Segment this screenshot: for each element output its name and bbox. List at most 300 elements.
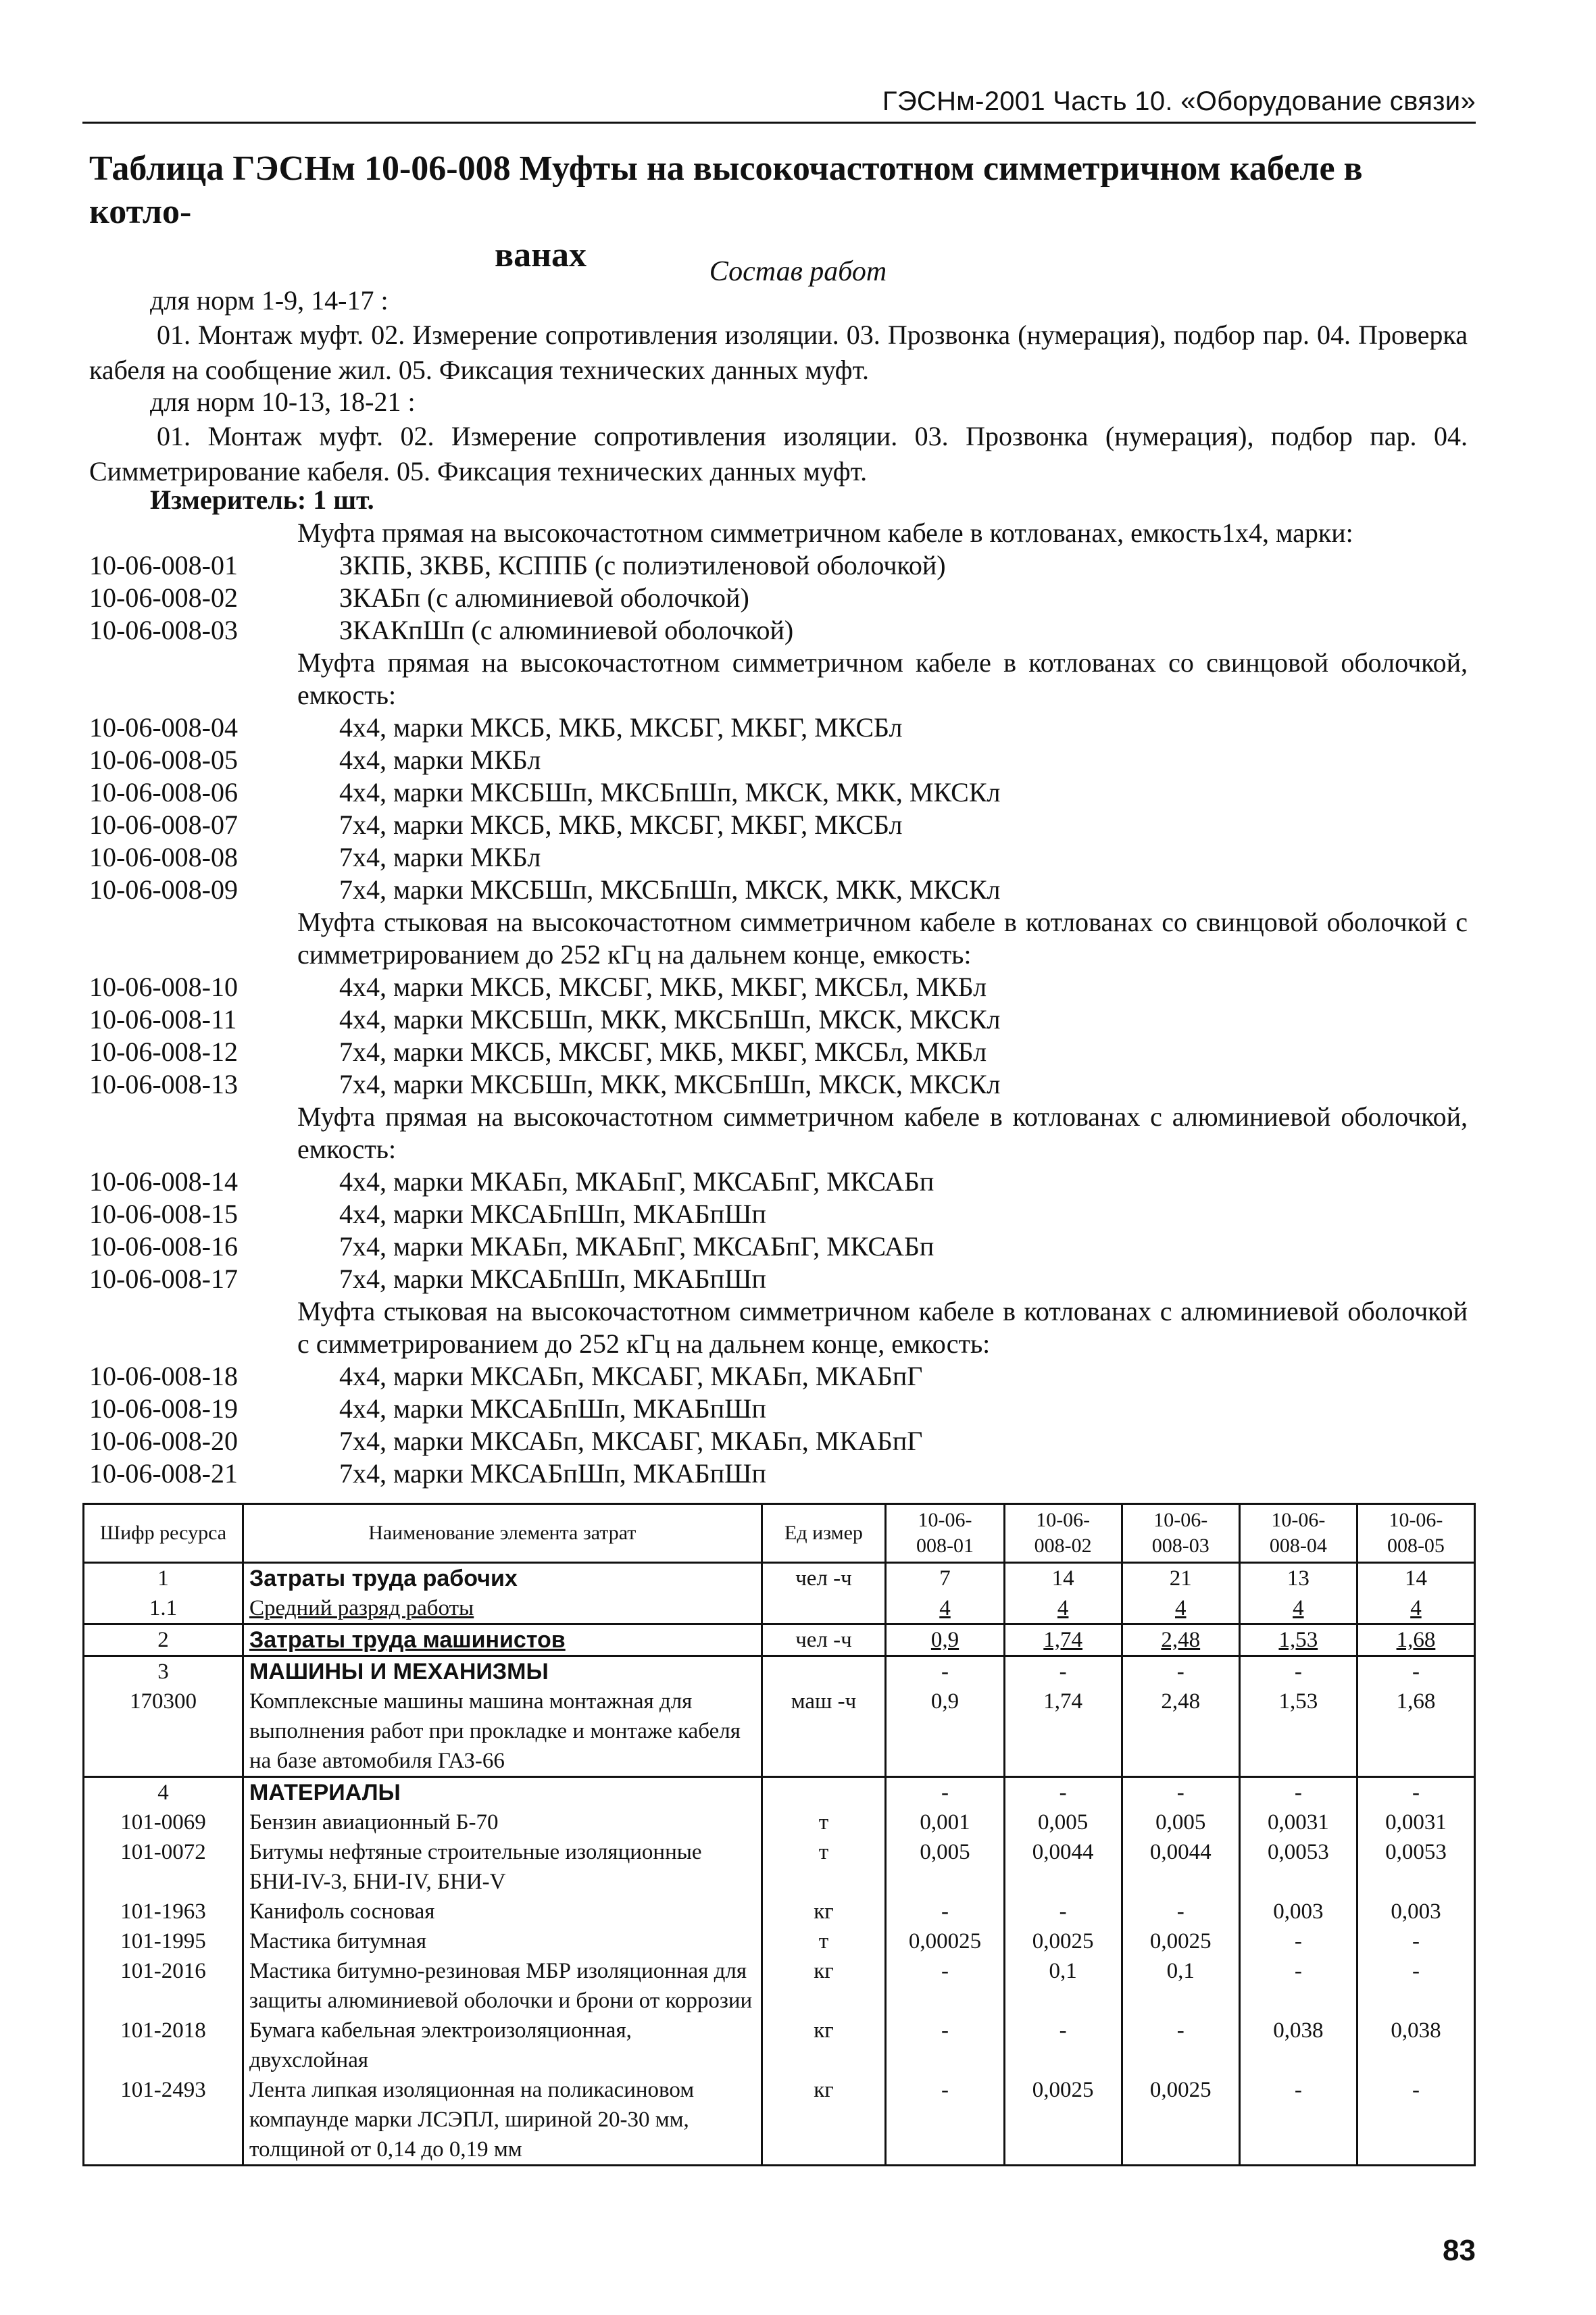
cell-value bbox=[1122, 1687, 1239, 1777]
cell-value bbox=[1239, 1777, 1357, 1808]
norm-description: 4х4, марки МКСБ, МКСБГ, МКБ, МКБГ, МКСБл, МКБл bbox=[339, 972, 987, 1002]
cell-name-text: МАШИНЫ И МЕХАНИЗМЫ bbox=[249, 1659, 549, 1685]
cell-value-text: 2,48 bbox=[1161, 1689, 1201, 1714]
cell-name-text: Мастика битумная bbox=[249, 1929, 427, 1953]
cell-code bbox=[84, 1563, 243, 1594]
cell-value bbox=[1239, 2075, 1357, 2166]
header-col-2-l1: 10-06- bbox=[1036, 1509, 1091, 1531]
header-col-2 bbox=[1004, 1504, 1122, 1563]
norm-code: 10-06-008-20 bbox=[89, 1426, 238, 1456]
cell-value bbox=[1357, 1687, 1474, 1777]
cell-unit bbox=[762, 1656, 886, 1687]
cell-code bbox=[84, 1624, 243, 1656]
cell-value bbox=[1122, 1656, 1239, 1687]
norm-item bbox=[89, 1198, 1468, 1230]
cell-code bbox=[84, 2016, 243, 2075]
cell-value-text: - bbox=[1294, 2078, 1302, 2102]
cell-unit bbox=[762, 2075, 886, 2166]
cell-value-text: 1,68 bbox=[1396, 1689, 1436, 1714]
cell-value-text: 14 bbox=[1404, 1566, 1427, 1591]
running-header: ГЭСНм-2001 Часть 10. «Оборудование связи» bbox=[882, 86, 1476, 116]
cell-unit-text: чел -ч bbox=[795, 1566, 852, 1591]
norm-item bbox=[89, 614, 1468, 647]
cell-value bbox=[1004, 1563, 1122, 1594]
cell-value bbox=[1122, 1808, 1239, 1837]
group-description: Муфта прямая на высокочастотном симметричном кабеле в котлованах с алюминиевой оболочкой, емкость: bbox=[297, 1101, 1468, 1164]
header-col-3-l1: 10-06- bbox=[1153, 1509, 1208, 1531]
norm-item bbox=[89, 1068, 1468, 1101]
cell-value bbox=[886, 1687, 1004, 1777]
norm-description: 4х4, марки МКБл bbox=[339, 745, 541, 775]
works-text-2: 01. Монтаж муфт. 02. Измерение сопротивления изоляции. 03. Прозвонка (нумерация), подбор пар. 04. Симметрирование кабеля. 05. Фиксация технических данных муфт. bbox=[89, 421, 1468, 487]
group-description: Муфта стыковая на высокочастотном симметричном кабеле в котлованах с алюминиевой оболочкой с симметрированием до 252 кГц на дальнем конце, емкость: bbox=[297, 1296, 1468, 1359]
norm-item bbox=[89, 582, 1468, 614]
cell-name bbox=[243, 1656, 762, 1687]
cell-value bbox=[886, 1563, 1004, 1594]
cell-value bbox=[1004, 1956, 1122, 2016]
cell-unit-text: кг bbox=[814, 1959, 834, 1983]
cell-name bbox=[243, 2016, 762, 2075]
cell-unit-text: т bbox=[818, 1929, 829, 1953]
cell-value-text: - bbox=[1412, 2078, 1420, 2102]
cell-unit bbox=[762, 1926, 886, 1956]
table-row bbox=[84, 1777, 1475, 1808]
norm-description: 7х4, марки МКАБп, МКАБпГ, МКСАБпГ, МКСАБп bbox=[339, 1231, 934, 1262]
header-code: Шифр ресурса bbox=[84, 1504, 243, 1563]
header-col-1-l2: 008-01 bbox=[916, 1535, 974, 1557]
cell-value bbox=[1239, 1624, 1357, 1656]
cell-value bbox=[1239, 1687, 1357, 1777]
table-row bbox=[84, 1926, 1475, 1956]
norm-code: 10-06-008-15 bbox=[89, 1199, 238, 1229]
cell-value bbox=[1357, 1563, 1474, 1594]
norm-description: ЗКАБп (с алюминиевой оболочкой) bbox=[339, 582, 749, 613]
cell-value-text: 1,74 bbox=[1043, 1628, 1083, 1652]
header-col-3 bbox=[1122, 1504, 1239, 1563]
cell-value-text: 0,0025 bbox=[1032, 2078, 1094, 2102]
header-unit: Ед измер bbox=[762, 1504, 886, 1563]
header-col-1-l1: 10-06- bbox=[918, 1509, 972, 1531]
cell-value-text: - bbox=[1412, 1959, 1420, 1983]
norm-description: 4х4, марки МКСБШп, МКК, МКСБпШп, МКСК, МКСКл bbox=[339, 1004, 1001, 1035]
cell-unit bbox=[762, 1956, 886, 2016]
cell-code bbox=[84, 1926, 243, 1956]
cell-value bbox=[1357, 1656, 1474, 1687]
cell-name-text: Средний разряд работы bbox=[249, 1596, 474, 1620]
cell-value-text: 0,9 bbox=[930, 1689, 959, 1714]
cell-value-text: 1,53 bbox=[1278, 1689, 1318, 1714]
cell-name bbox=[243, 2075, 762, 2166]
cell-name bbox=[243, 1624, 762, 1656]
cell-value-text: 0,0044 bbox=[1032, 1840, 1094, 1864]
cell-value-text: 0,0025 bbox=[1149, 1929, 1212, 1953]
cell-value bbox=[1122, 1897, 1239, 1926]
cell-value-text: 0,9 bbox=[930, 1628, 959, 1652]
cell-value bbox=[886, 1808, 1004, 1837]
cell-value bbox=[1357, 1837, 1474, 1897]
norm-code: 10-06-008-04 bbox=[89, 712, 238, 743]
header-col-2-l2: 008-02 bbox=[1034, 1535, 1092, 1557]
cell-value bbox=[886, 1837, 1004, 1897]
cell-value-text: 1,74 bbox=[1043, 1689, 1083, 1714]
header-col-1 bbox=[886, 1504, 1004, 1563]
cell-name bbox=[243, 1897, 762, 1926]
cell-value bbox=[1122, 1926, 1239, 1956]
cell-value-text: 0,001 bbox=[920, 1810, 970, 1835]
header-col-4-l2: 008-04 bbox=[1269, 1535, 1327, 1557]
cell-value-text: - bbox=[1294, 1959, 1302, 1983]
cell-value bbox=[1357, 1624, 1474, 1656]
cell-value-text: - bbox=[1412, 1781, 1420, 1805]
norm-description: 4х4, марки МКСАБпШп, МКАБпШп bbox=[339, 1393, 766, 1424]
cell-value bbox=[1357, 2016, 1474, 2075]
cell-name-text: Затраты труда рабочих bbox=[249, 1566, 518, 1591]
cell-name-text: Комплексные машины машина монтажная для выполнения работ при прокладке и монтаже кабеля на базе автомобиля ГАЗ-66 bbox=[249, 1689, 741, 1773]
cell-value bbox=[1004, 2075, 1122, 2166]
cell-unit bbox=[762, 1563, 886, 1594]
cell-unit-text: кг bbox=[814, 2078, 834, 2102]
cell-name bbox=[243, 1687, 762, 1777]
resource-table-body bbox=[84, 1563, 1475, 2166]
cell-value-text: - bbox=[941, 2018, 949, 2043]
norm-code: 10-06-008-03 bbox=[89, 615, 238, 645]
cell-value bbox=[1122, 1837, 1239, 1897]
meter: Измеритель: 1 шт. bbox=[150, 484, 374, 515]
norm-item bbox=[89, 1166, 1468, 1198]
cell-unit-text: кг bbox=[814, 2018, 834, 2043]
cell-code-text: 101-2016 bbox=[120, 1959, 206, 1983]
cell-value bbox=[1122, 1593, 1239, 1624]
works-text-1: 01. Монтаж муфт. 02. Измерение сопротивления изоляции. 03. Прозвонка (нумерация), подбор пар. 04. Проверка кабеля на сообщение жил. 05. Фиксация технических данных муфт. bbox=[89, 320, 1468, 385]
cell-value-text: - bbox=[941, 1781, 949, 1805]
table-row bbox=[84, 1624, 1475, 1656]
cell-value bbox=[886, 1656, 1004, 1687]
cell-value bbox=[1004, 1593, 1122, 1624]
cell-value bbox=[1357, 1593, 1474, 1624]
cell-value-text: 0,005 bbox=[1155, 1810, 1206, 1835]
cell-value-text: 0,003 bbox=[1391, 1899, 1441, 1924]
cell-value-text: - bbox=[1412, 1929, 1420, 1953]
cell-value bbox=[1239, 1926, 1357, 1956]
cell-value-text: 0,0031 bbox=[1267, 1810, 1329, 1835]
norm-code: 10-06-008-10 bbox=[89, 972, 238, 1002]
cell-code-text: 2 bbox=[157, 1628, 169, 1652]
cell-unit-text: маш -ч bbox=[791, 1689, 857, 1714]
table-row bbox=[84, 1656, 1475, 1687]
cell-value-text: - bbox=[941, 1899, 949, 1924]
header-col-5 bbox=[1357, 1504, 1474, 1563]
norm-code: 10-06-008-12 bbox=[89, 1037, 238, 1067]
cell-value-text: 0,0053 bbox=[1267, 1840, 1329, 1864]
header-col-5-l1: 10-06- bbox=[1389, 1509, 1443, 1531]
cell-value-text: - bbox=[1059, 2018, 1067, 2043]
cell-name bbox=[243, 1593, 762, 1624]
cell-value bbox=[1357, 1808, 1474, 1837]
cell-code bbox=[84, 1687, 243, 1777]
cell-unit-text: кг bbox=[814, 1899, 834, 1924]
norm-item bbox=[89, 549, 1468, 582]
norm-code: 10-06-008-05 bbox=[89, 745, 238, 775]
norm-code: 10-06-008-14 bbox=[89, 1166, 238, 1197]
cell-value-text: 0,038 bbox=[1273, 2018, 1324, 2043]
cell-value bbox=[1239, 1956, 1357, 2016]
cell-value-text: 4 bbox=[939, 1596, 951, 1620]
works-block-2 bbox=[89, 385, 1468, 489]
norm-description: 7х4, марки МКСАБпШп, МКАБпШп bbox=[339, 1264, 766, 1294]
table-row bbox=[84, 1897, 1475, 1926]
cell-value-text: - bbox=[1294, 1929, 1302, 1953]
cell-value-text: - bbox=[1412, 1660, 1420, 1684]
norm-item bbox=[89, 874, 1468, 906]
cell-value bbox=[886, 1897, 1004, 1926]
cell-value bbox=[1239, 1837, 1357, 1897]
cell-code bbox=[84, 1593, 243, 1624]
cell-name-text: МАТЕРИАЛЫ bbox=[249, 1780, 401, 1806]
cell-value-text: 0,0025 bbox=[1032, 1929, 1094, 1953]
norm-description: 4х4, марки МКСБШп, МКСБпШп, МКСК, МКК, МКСКл bbox=[339, 777, 1001, 807]
cell-name bbox=[243, 1837, 762, 1897]
cell-name-text: Канифоль сосновая bbox=[249, 1899, 435, 1924]
cell-value-text: - bbox=[1176, 1781, 1184, 1805]
table-header-row bbox=[84, 1504, 1475, 1563]
cell-unit bbox=[762, 1808, 886, 1837]
cell-code-text: 3 bbox=[157, 1660, 169, 1684]
cell-name-text: Бензин авиационный Б-70 bbox=[249, 1810, 499, 1835]
cell-unit-text: т bbox=[818, 1840, 829, 1864]
norm-item bbox=[89, 809, 1468, 841]
norm-item bbox=[89, 1425, 1468, 1458]
cell-value bbox=[886, 2016, 1004, 2075]
cell-value bbox=[1239, 1897, 1357, 1926]
header-rule bbox=[82, 122, 1476, 124]
cell-value-text: 0,038 bbox=[1391, 2018, 1441, 2043]
cell-value-text: - bbox=[941, 2078, 949, 2102]
cell-value-text: 4 bbox=[1175, 1596, 1187, 1620]
norm-description: ЗКПБ, ЗКВБ, КСППБ (с полиэтиленовой оболочкой) bbox=[339, 550, 946, 580]
cell-value bbox=[1004, 1897, 1122, 1926]
cell-value bbox=[1122, 1956, 1239, 2016]
cell-value bbox=[1004, 1837, 1122, 1897]
cell-value-text: 1,53 bbox=[1278, 1628, 1318, 1652]
cell-value bbox=[1357, 1777, 1474, 1808]
cell-value bbox=[1004, 2016, 1122, 2075]
cell-value bbox=[1357, 2075, 1474, 2166]
cell-unit-text: чел -ч bbox=[795, 1628, 852, 1652]
cell-value bbox=[1122, 1563, 1239, 1594]
cell-value-text: 0,00025 bbox=[908, 1929, 982, 1953]
header-col-3-l2: 008-03 bbox=[1151, 1535, 1210, 1557]
cell-value-text: 13 bbox=[1287, 1566, 1310, 1591]
cell-value bbox=[886, 1624, 1004, 1656]
cell-value-text: 0,0044 bbox=[1149, 1840, 1212, 1864]
cell-value-text: 0,003 bbox=[1273, 1899, 1324, 1924]
cell-name bbox=[243, 1563, 762, 1594]
cell-value bbox=[1004, 1687, 1122, 1777]
cell-value-text: - bbox=[1294, 1781, 1302, 1805]
norm-description: 7х4, марки МКБл bbox=[339, 842, 541, 872]
cell-value-text: 7 bbox=[939, 1566, 951, 1591]
cell-value bbox=[1122, 2016, 1239, 2075]
cell-value-text: - bbox=[941, 1660, 949, 1684]
cell-value-text: - bbox=[1176, 1899, 1184, 1924]
cell-value-text: - bbox=[1059, 1899, 1067, 1924]
title-line-2: ванах bbox=[495, 236, 587, 274]
table-row bbox=[84, 2016, 1475, 2075]
norm-description: 7х4, марки МКСАБп, МКСАБГ, МКАБп, МКАБпГ bbox=[339, 1426, 923, 1456]
cell-value bbox=[886, 1777, 1004, 1808]
cell-value-text: - bbox=[1176, 1660, 1184, 1684]
cell-value bbox=[886, 1593, 1004, 1624]
header-col-4 bbox=[1239, 1504, 1357, 1563]
norm-code: 10-06-008-09 bbox=[89, 874, 238, 905]
resource-table bbox=[82, 1503, 1476, 2166]
cell-code-text: 101-0069 bbox=[120, 1810, 206, 1835]
norm-description: 7х4, марки МКСБШп, МКСБпШп, МКСК, МКК, МКСКл bbox=[339, 874, 1001, 905]
cell-value-text: 0,0031 bbox=[1385, 1810, 1447, 1835]
norm-items-list bbox=[89, 517, 1468, 1490]
cell-name-text: Битумы нефтяные строительные изоляционные БНИ-IV-3, БНИ-IV, БНИ-V bbox=[249, 1840, 702, 1894]
cell-code bbox=[84, 1808, 243, 1837]
cell-value-text: 0,005 bbox=[1038, 1810, 1089, 1835]
norm-item bbox=[89, 1360, 1468, 1393]
table-row bbox=[84, 1956, 1475, 2016]
norm-item bbox=[89, 841, 1468, 874]
cell-name-text: Бумага кабельная электроизоляционная, двухслойная bbox=[249, 2018, 632, 2072]
norm-code: 10-06-008-16 bbox=[89, 1231, 238, 1262]
cell-value bbox=[1239, 1563, 1357, 1594]
cell-value bbox=[886, 2075, 1004, 2166]
norm-item bbox=[89, 971, 1468, 1003]
cell-code-text: 101-1995 bbox=[120, 1929, 206, 1953]
cell-unit bbox=[762, 1593, 886, 1624]
cell-value bbox=[1357, 1926, 1474, 1956]
cell-code-text: 1 bbox=[157, 1566, 169, 1591]
cell-value-text: 0,1 bbox=[1166, 1959, 1195, 1983]
cell-value-text: 4 bbox=[1410, 1596, 1422, 1620]
cell-code-text: 1.1 bbox=[149, 1596, 178, 1620]
works-block-1 bbox=[89, 284, 1468, 388]
norm-code: 10-06-008-18 bbox=[89, 1361, 238, 1391]
cell-name bbox=[243, 1808, 762, 1837]
header-col-5-l2: 008-05 bbox=[1387, 1535, 1445, 1557]
cell-value bbox=[1239, 1656, 1357, 1687]
norm-code: 10-06-008-02 bbox=[89, 582, 238, 613]
cell-code-text: 101-0072 bbox=[120, 1840, 206, 1864]
cell-code-text: 101-1963 bbox=[120, 1899, 206, 1924]
cell-value bbox=[1357, 1956, 1474, 2016]
norm-item bbox=[89, 1263, 1468, 1295]
norm-description: 4х4, марки МКСБ, МКБ, МКСБГ, МКБГ, МКСБл bbox=[339, 712, 903, 743]
cell-value bbox=[886, 1926, 1004, 1956]
group-description: Муфта прямая на высокочастотном симметричном кабеле в котлованах, емкость1х4, марки: bbox=[297, 518, 1353, 548]
norm-description: 7х4, марки МКСБ, МКБ, МКСБГ, МКБГ, МКСБл bbox=[339, 810, 903, 840]
norm-code: 10-06-008-01 bbox=[89, 550, 238, 580]
cell-name-text: Затраты труда машинистов bbox=[249, 1627, 566, 1653]
cell-unit bbox=[762, 2016, 886, 2075]
cell-value-text: 2,48 bbox=[1161, 1628, 1201, 1652]
cell-name bbox=[243, 1926, 762, 1956]
cell-value bbox=[886, 1956, 1004, 2016]
cell-name-text: Лента липкая изоляционная на поликасиновом компаунде марки ЛСЭПЛ, шириной 20-30 мм, толщиной от 0,14 до 0,19 мм bbox=[249, 2078, 695, 2162]
cell-value-text: 0,0025 bbox=[1149, 2078, 1212, 2102]
norm-code: 10-06-008-21 bbox=[89, 1458, 238, 1489]
header-col-4-l1: 10-06- bbox=[1271, 1509, 1326, 1531]
table-row bbox=[84, 1593, 1475, 1624]
norm-description: 7х4, марки МКСАБпШп, МКАБпШп bbox=[339, 1458, 766, 1489]
title-line-1: Таблица ГЭСНм 10-06-008 Муфты на высокочастотном симметричном кабеле в котло- bbox=[89, 149, 1363, 231]
cell-value-text: 0,0053 bbox=[1385, 1840, 1447, 1864]
cell-code bbox=[84, 1777, 243, 1808]
cell-value-text: 0,1 bbox=[1049, 1959, 1077, 1983]
table-row bbox=[84, 2075, 1475, 2166]
cell-code-text: 4 bbox=[157, 1781, 169, 1805]
table-row bbox=[84, 1563, 1475, 1594]
norm-description: 4х4, марки МКАБп, МКАБпГ, МКСАБпГ, МКСАБп bbox=[339, 1166, 934, 1197]
cell-code-text: 170300 bbox=[129, 1689, 197, 1714]
cell-value bbox=[1122, 1624, 1239, 1656]
norm-code: 10-06-008-19 bbox=[89, 1393, 238, 1424]
cell-code bbox=[84, 1656, 243, 1687]
cell-value-text: - bbox=[1059, 1660, 1067, 1684]
norm-code: 10-06-008-13 bbox=[89, 1069, 238, 1099]
cell-unit bbox=[762, 1624, 886, 1656]
cell-name bbox=[243, 1956, 762, 2016]
cell-value-text: - bbox=[1294, 1660, 1302, 1684]
works-norms-2: для норм 10-13, 18-21 : bbox=[150, 387, 416, 417]
cell-value-text: - bbox=[1176, 2018, 1184, 2043]
cell-value bbox=[1239, 1593, 1357, 1624]
norm-item bbox=[89, 1003, 1468, 1036]
cell-value bbox=[1122, 1777, 1239, 1808]
norm-description: 7х4, марки МКСБШп, МКК, МКСБпШп, МКСК, МКСКл bbox=[339, 1069, 1001, 1099]
cell-value bbox=[1239, 1808, 1357, 1837]
cell-value bbox=[1239, 2016, 1357, 2075]
norm-item bbox=[89, 776, 1468, 809]
cell-value-text: 21 bbox=[1169, 1566, 1192, 1591]
page-number: 83 bbox=[1443, 2234, 1476, 2267]
cell-value bbox=[1004, 1777, 1122, 1808]
norm-code: 10-06-008-17 bbox=[89, 1264, 238, 1294]
norm-code: 10-06-008-06 bbox=[89, 777, 238, 807]
cell-code bbox=[84, 1837, 243, 1897]
norm-item bbox=[89, 1458, 1468, 1490]
cell-unit bbox=[762, 1837, 886, 1897]
norm-item bbox=[89, 744, 1468, 776]
cell-code-text: 101-2018 bbox=[120, 2018, 206, 2043]
norm-description: 7х4, марки МКСБ, МКСБГ, МКБ, МКБГ, МКСБл, МКБл bbox=[339, 1037, 987, 1067]
cell-unit bbox=[762, 1897, 886, 1926]
cell-value-text: 14 bbox=[1051, 1566, 1074, 1591]
cell-value-text: 0,005 bbox=[920, 1840, 970, 1864]
cell-code-text: 101-2493 bbox=[120, 2078, 206, 2102]
norm-item bbox=[89, 1036, 1468, 1068]
norm-item bbox=[89, 1393, 1468, 1425]
cell-value-text: 4 bbox=[1293, 1596, 1304, 1620]
cell-name-text: Мастика битумно-резиновая МБР изоляционная для защиты алюминиевой оболочки и брони от коррозии bbox=[249, 1959, 753, 2013]
norm-description: 4х4, марки МКСАБпШп, МКАБпШп bbox=[339, 1199, 766, 1229]
cell-value-text: 4 bbox=[1057, 1596, 1069, 1620]
cell-code bbox=[84, 2075, 243, 2166]
norm-item bbox=[89, 1230, 1468, 1263]
norm-code: 10-06-008-07 bbox=[89, 810, 238, 840]
cell-unit-text: т bbox=[818, 1810, 829, 1835]
table-row bbox=[84, 1808, 1475, 1837]
cell-value bbox=[1122, 2075, 1239, 2166]
norm-code: 10-06-008-11 bbox=[89, 1004, 237, 1035]
norm-description: ЗКАКпШп (с алюминиевой оболочкой) bbox=[339, 615, 794, 645]
group-description: Муфта прямая на высокочастотном симметричном кабеле в котлованах со свинцовой оболочкой, емкость: bbox=[297, 647, 1468, 710]
norm-description: 4х4, марки МКСАБп, МКСАБГ, МКАБп, МКАБпГ bbox=[339, 1361, 923, 1391]
